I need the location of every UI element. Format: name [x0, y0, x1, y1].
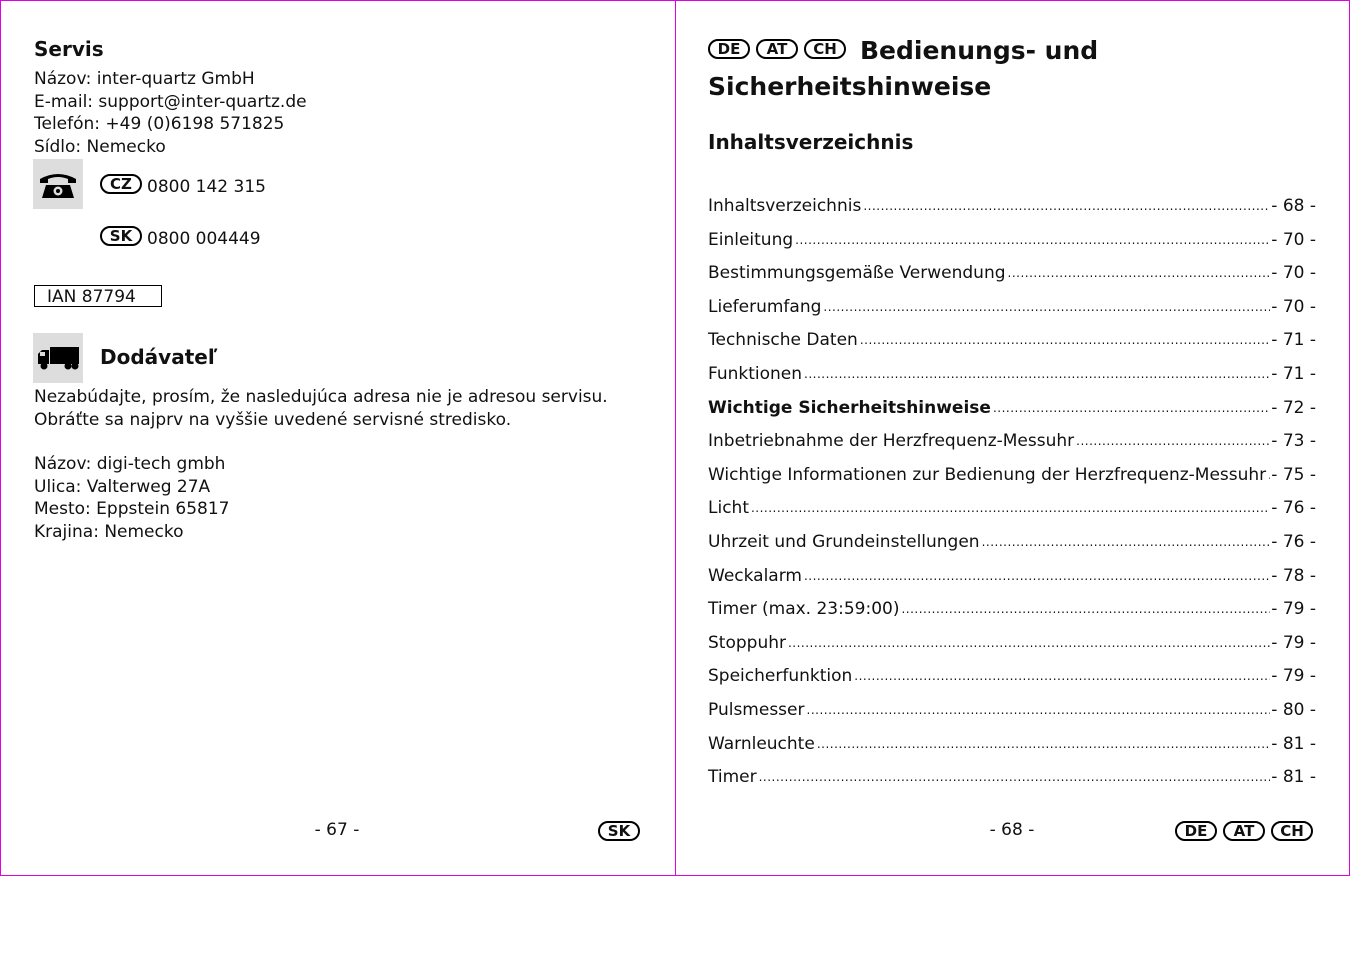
toc-entry[interactable] [708, 766, 1316, 788]
toc-entry[interactable] [708, 733, 1316, 755]
toc-leader-dots [993, 400, 1270, 416]
toc-entry-page: - 76 - [1271, 498, 1316, 519]
toc-entry-title: Bestimmungsgemäße Verwendung [708, 263, 1006, 284]
country-badge: CZ [100, 174, 142, 194]
toc-entry[interactable] [708, 195, 1316, 217]
toc-entry[interactable] [708, 329, 1316, 351]
toc-entry-title: Wichtige Informationen zur Bedienung der Herzfrequenz-Messuhr [708, 464, 1267, 485]
toc-leader-dots [823, 299, 1270, 315]
toc-entry[interactable] [708, 699, 1316, 721]
toc-entry-title: Funktionen [708, 364, 803, 384]
toc-entry-page: - 68 - [1271, 196, 1316, 216]
supplier-line: Krajina: Nemecko [34, 521, 184, 542]
toc-entry-page: - 70 - [1271, 263, 1316, 284]
supplier-line: Názov: digi-tech gmbh [34, 454, 226, 474]
toc-leader-dots [1076, 433, 1270, 449]
supplier-line: Ulica: Valterweg 27A [34, 476, 211, 497]
toc-entry-page: - 76 - [1271, 532, 1316, 552]
toc-entry-page: - 70 - [1271, 229, 1316, 250]
page-number: - 68 - [989, 820, 1035, 840]
toc-leader-dots [1268, 467, 1270, 483]
supplier-line: Mesto: Eppstein 65817 [34, 499, 230, 519]
toc-leader-dots [804, 568, 1270, 584]
toc-leader-dots [1008, 265, 1271, 281]
telephone-icon [33, 159, 83, 209]
lang-badges-header [708, 39, 846, 59]
toc-entry-page: - 78 - [1271, 565, 1316, 586]
toc-entry-title: Einleitung [708, 229, 794, 250]
toc-leader-dots [807, 702, 1271, 718]
toc-entry-page: - 79 - [1271, 666, 1316, 687]
toc-entry-title: Licht [708, 498, 749, 519]
toc-entry-page: - 72 - [1271, 397, 1316, 418]
title-line-2: Sicherheitshinweise [708, 72, 992, 101]
toc-entry[interactable] [708, 430, 1316, 452]
toc-leader-dots [795, 232, 1270, 248]
toc-entry[interactable] [708, 565, 1316, 587]
page-number: - 67 - [314, 820, 360, 840]
phone-number: 0800 142 315 [147, 177, 266, 197]
phone-number: 0800 004449 [147, 229, 261, 249]
toc-entry[interactable] [708, 397, 1316, 419]
toc-entry-page: - 81 - [1271, 767, 1316, 788]
toc-entry[interactable] [708, 531, 1316, 553]
title-line-1: Bedienungs- und [860, 36, 1099, 65]
toc-entry[interactable] [708, 296, 1316, 318]
toc-leader-dots [863, 198, 1270, 214]
toc-entry-title: Stoppuhr [708, 632, 786, 653]
toc-leader-dots [901, 601, 1270, 617]
lang-badge-ch: CH [804, 39, 846, 59]
lang-badge-de: DE [708, 39, 750, 59]
service-line: Názov: inter-quartz GmbH [34, 69, 255, 89]
toc-entry-title: Speicherfunktion [708, 666, 853, 687]
toc-leader-dots [982, 534, 1271, 550]
toc-heading: Inhaltsverzeichnis [708, 130, 914, 154]
toc-entry-title: Timer (max. 23:59:00) [708, 599, 900, 620]
phone-sk [100, 223, 261, 249]
toc-entry-page: - 70 - [1271, 296, 1316, 317]
service-details [34, 68, 307, 158]
supplier-address [34, 453, 229, 543]
toc-leader-dots [854, 668, 1270, 684]
toc-entry[interactable] [708, 464, 1316, 486]
toc-entry-page: - 80 - [1271, 700, 1316, 720]
toc-entry[interactable] [708, 665, 1316, 687]
right-page [675, 0, 1350, 876]
toc-entry-page: - 71 - [1271, 330, 1316, 351]
toc-entry-page: - 75 - [1271, 464, 1316, 485]
lang-badge-sk: SK [598, 821, 640, 841]
service-line: Sídlo: Nemecko [34, 136, 166, 157]
service-line: Telefón: +49 (0)6198 571825 [34, 114, 285, 134]
toc-entry-title: Warnleuchte [708, 733, 815, 754]
country-badge: SK [100, 226, 142, 246]
toc-entry-page: - 79 - [1271, 599, 1316, 620]
lang-badge-de: DE [1175, 821, 1217, 841]
toc-entry-title: Weckalarm [708, 565, 802, 586]
toc-leader-dots [804, 366, 1270, 382]
toc-entry[interactable] [708, 229, 1316, 251]
toc-leader-dots [817, 736, 1270, 752]
supplier-heading: Dodávateľ [100, 345, 218, 369]
toc-entry-title: Inhaltsverzeichnis [708, 196, 862, 216]
toc-entry[interactable] [708, 598, 1316, 620]
toc-entry-title: Lieferumfang [708, 296, 822, 317]
truck-icon [33, 333, 83, 383]
lang-badge-ch: CH [1271, 821, 1313, 841]
phone-cz [100, 171, 266, 197]
toc-leader-dots [751, 500, 1270, 516]
toc-entry[interactable] [708, 262, 1316, 284]
toc-entry-page: - 81 - [1271, 733, 1316, 754]
toc-entry-title: Inbetriebnahme der Herzfrequenz-Messuhr [708, 431, 1075, 452]
toc-leader-dots [759, 769, 1271, 785]
toc-entry-title: Uhrzeit und Grundeinstellungen [708, 532, 980, 552]
toc-entry-page: - 79 - [1271, 632, 1316, 653]
toc-entry-title: Technische Daten [708, 330, 858, 351]
lang-badge-at: AT [756, 39, 798, 59]
toc-entry-page: - 73 - [1271, 431, 1316, 452]
toc-entry-title: Wichtige Sicherheitshinweise [708, 397, 991, 418]
toc-leader-dots [788, 635, 1270, 651]
left-page [0, 0, 676, 876]
service-heading: Servis [34, 37, 104, 61]
toc-entry-title: Pulsmesser [708, 700, 805, 720]
toc-leader-dots [860, 332, 1270, 348]
supplier-note: Nezabúdajte, prosím, že nasledujúca adresa nie je adresou servisu. Obráťte sa najprv na vyššie uvedené servisné stredisko. [34, 387, 608, 430]
toc-entry[interactable] [708, 632, 1316, 654]
lang-badges-footer [1175, 821, 1313, 841]
lang-badge-at: AT [1223, 821, 1265, 841]
service-line: E-mail: support@inter-quartz.de [34, 91, 307, 112]
toc-entry[interactable] [708, 497, 1316, 519]
ian-box: IAN 87794 [34, 285, 162, 307]
toc-entry[interactable] [708, 363, 1316, 385]
toc-entry-page: - 71 - [1271, 364, 1316, 384]
toc-entry-title: Timer [708, 767, 757, 788]
